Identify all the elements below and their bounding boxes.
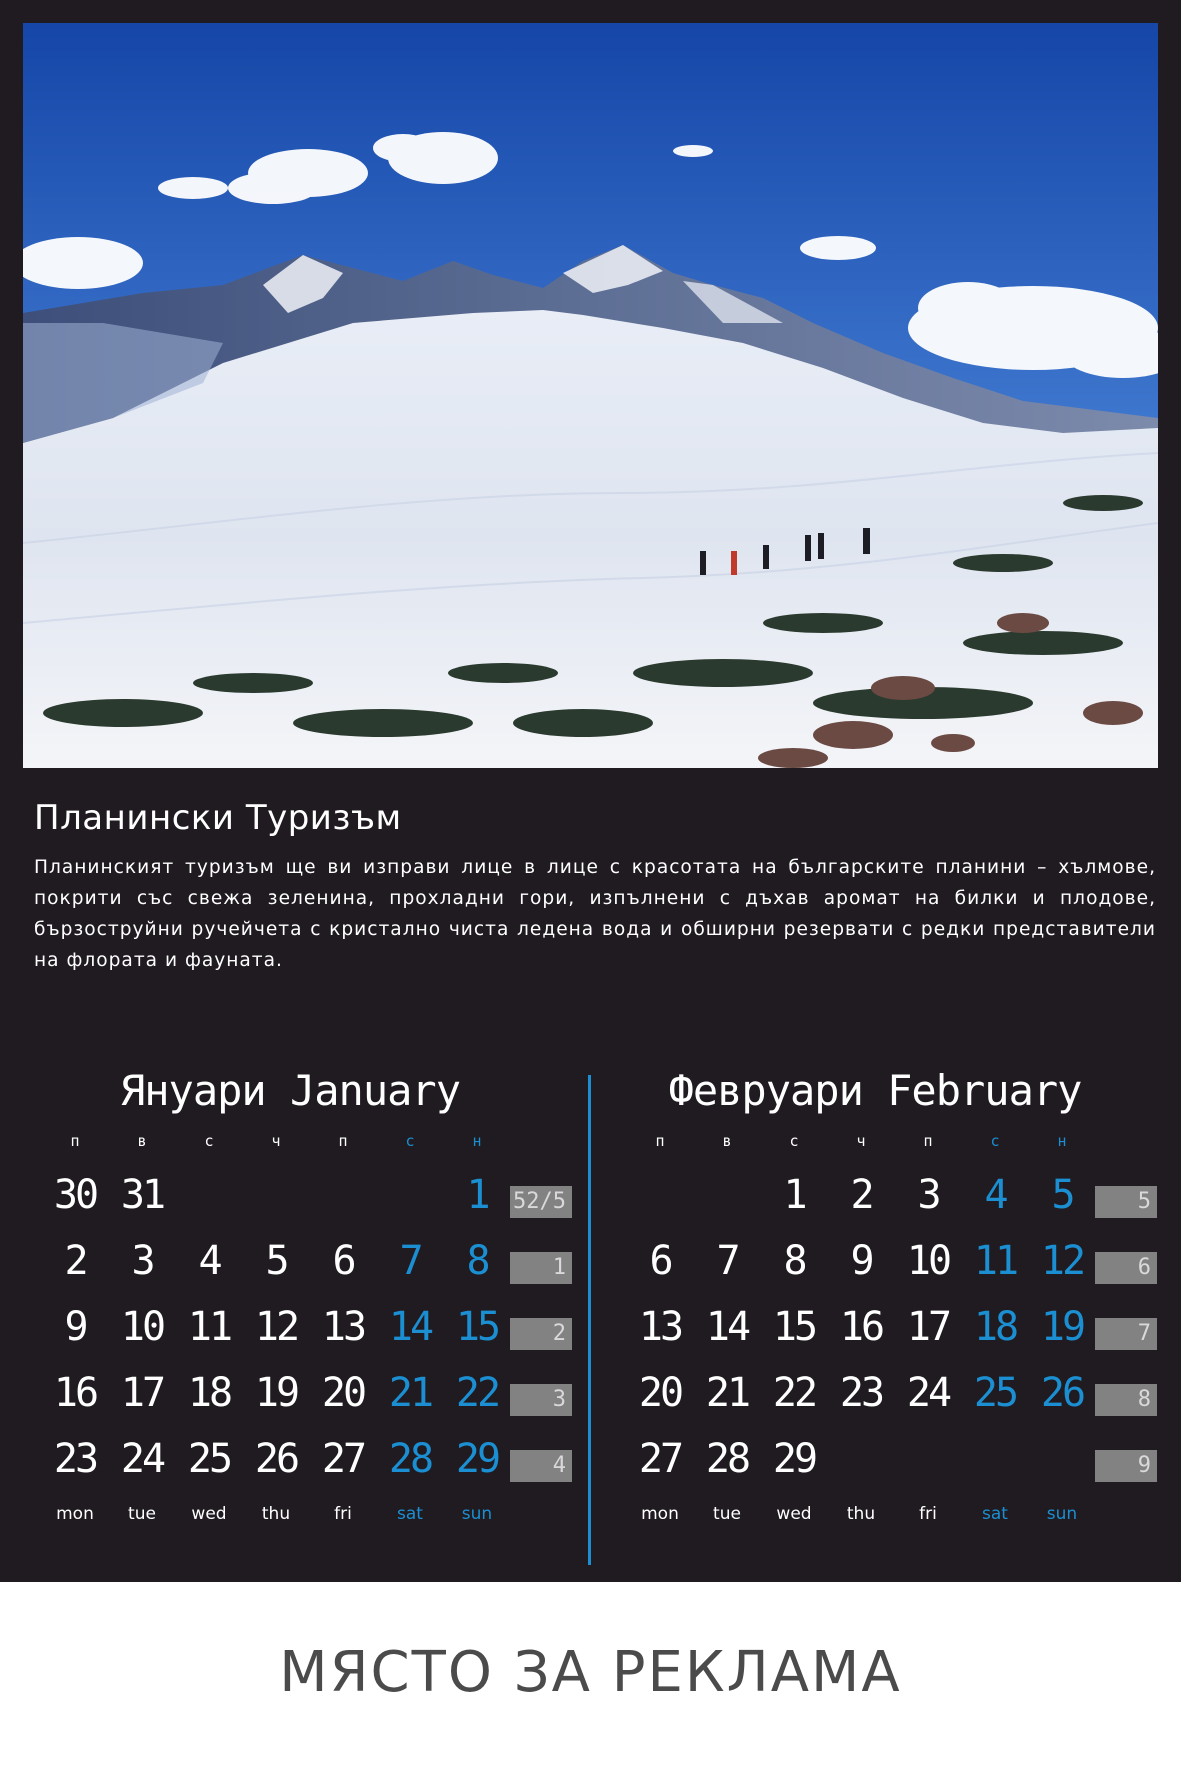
calendar-day: 12 (254, 1304, 298, 1350)
week-number: 7 (1095, 1318, 1157, 1350)
week-number: 1 (510, 1252, 572, 1284)
calendar-day: 14 (388, 1304, 432, 1350)
week-number: 8 (1095, 1384, 1157, 1416)
page-title: Планински Туризъм (34, 798, 402, 838)
calendar-day: 12 (1040, 1238, 1084, 1284)
mountain-photo (23, 23, 1158, 768)
description-text: Планинският туризъм ще ви изправи лице в лице с красотата на българските планини – хълмове, покрити със свежа зеленина, прохладни гори, изпълнени с дъхав аромат на билки и плодове, бързоструйни ручейчета с кристално чиста ледена вода и обширни резервати с редки представители на флората и фауната. (34, 857, 1156, 971)
calendar-day: 10 (906, 1238, 950, 1284)
weekday-header-bg: с (789, 1132, 799, 1150)
calendar-day: 10 (120, 1304, 164, 1350)
calendar-day: 1 (783, 1172, 805, 1218)
weekday-header-bg: н (1057, 1132, 1067, 1150)
calendar-day: 11 (187, 1304, 231, 1350)
month-title: Февруари February (668, 1066, 1082, 1115)
weekday-header-bg: в (722, 1132, 732, 1150)
calendar-day: 21 (705, 1370, 749, 1416)
calendar-day: 7 (399, 1238, 421, 1284)
weekday-header-en: thu (261, 1504, 291, 1524)
weekday-header-en: sat (982, 1504, 1008, 1524)
calendar-day: 31 (120, 1172, 164, 1218)
calendar-day: 15 (455, 1304, 499, 1350)
week-number: 52/5 (510, 1186, 572, 1218)
calendar-day: 24 (120, 1436, 164, 1482)
month-february (625, 1060, 1181, 1540)
week-number: 4 (510, 1450, 572, 1482)
calendar-day: 8 (466, 1238, 488, 1284)
calendar-day: 11 (973, 1238, 1017, 1284)
weekday-header-bg: п (923, 1132, 933, 1150)
calendar-day: 6 (332, 1238, 354, 1284)
calendar-day: 13 (321, 1304, 365, 1350)
calendar-day: 17 (120, 1370, 164, 1416)
calendar-day: 27 (638, 1436, 682, 1482)
weekday-header-bg: п (70, 1132, 80, 1150)
weekday-header-bg: ч (271, 1132, 281, 1150)
calendar-day: 26 (1040, 1370, 1084, 1416)
weekday-header-bg: с (990, 1132, 1000, 1150)
week-number: 9 (1095, 1450, 1157, 1482)
calendar-day: 17 (906, 1304, 950, 1350)
calendar-day: 28 (705, 1436, 749, 1482)
calendar-day: 22 (455, 1370, 499, 1416)
calendar-day: 13 (638, 1304, 682, 1350)
calendar-day: 18 (973, 1304, 1017, 1350)
week-number: 5 (1095, 1186, 1157, 1218)
calendar-day: 5 (1051, 1172, 1073, 1218)
weekday-header-en: tue (713, 1504, 741, 1524)
calendar-day: 21 (388, 1370, 432, 1416)
weekday-header-en: wed (776, 1504, 812, 1524)
month-title: Януари January (119, 1066, 460, 1115)
weekday-header-bg: с (204, 1132, 214, 1150)
calendar-day: 27 (321, 1436, 365, 1482)
weekday-header-en: tue (128, 1504, 156, 1524)
week-number: 3 (510, 1384, 572, 1416)
week-number: 2 (510, 1318, 572, 1350)
calendar-day: 29 (772, 1436, 816, 1482)
calendar-day: 5 (265, 1238, 287, 1284)
weekday-header-en: fri (919, 1504, 937, 1524)
weekday-header-bg: в (137, 1132, 147, 1150)
calendar-day: 20 (638, 1370, 682, 1416)
weekday-header-bg: п (338, 1132, 348, 1150)
calendar-day: 25 (187, 1436, 231, 1482)
calendar-day: 1 (466, 1172, 488, 1218)
calendar-day: 28 (388, 1436, 432, 1482)
calendar-day: 19 (254, 1370, 298, 1416)
weekday-header-en: wed (191, 1504, 227, 1524)
calendar-day: 18 (187, 1370, 231, 1416)
weekday-header-en: sat (397, 1504, 423, 1524)
calendar-day: 9 (64, 1304, 86, 1350)
weekday-header-en: mon (641, 1504, 679, 1524)
calendar-day: 20 (321, 1370, 365, 1416)
calendar-day: 6 (649, 1238, 671, 1284)
weekday-header-bg: п (655, 1132, 665, 1150)
calendar-day: 29 (455, 1436, 499, 1482)
calendar-day: 4 (984, 1172, 1006, 1218)
weekday-header-en: mon (56, 1504, 94, 1524)
calendar-day: 15 (772, 1304, 816, 1350)
calendar-day: 23 (839, 1370, 883, 1416)
calendar-day: 22 (772, 1370, 816, 1416)
calendar-day: 2 (64, 1238, 86, 1284)
calendar-day: 26 (254, 1436, 298, 1482)
calendar-day: 9 (850, 1238, 872, 1284)
weekday-header-en: thu (846, 1504, 876, 1524)
weekday-header-bg: н (472, 1132, 482, 1150)
advertisement-space: МЯСТО ЗА РЕКЛАМА (279, 1640, 902, 1705)
weekday-header-en: sun (461, 1504, 493, 1524)
calendar-day: 2 (850, 1172, 872, 1218)
weekday-header-en: fri (334, 1504, 352, 1524)
calendar-day: 24 (906, 1370, 950, 1416)
weekday-header-bg: ч (856, 1132, 866, 1150)
weekday-header-bg: с (405, 1132, 415, 1150)
calendar-day: 16 (839, 1304, 883, 1350)
calendar-day: 30 (53, 1172, 97, 1218)
weekday-header-en: sun (1046, 1504, 1078, 1524)
calendar-day: 19 (1040, 1304, 1084, 1350)
calendar-day: 4 (198, 1238, 220, 1284)
calendar-day: 7 (716, 1238, 738, 1284)
week-number: 6 (1095, 1252, 1157, 1284)
month-january (40, 1060, 600, 1540)
calendar-day: 23 (53, 1436, 97, 1482)
calendar-day: 3 (131, 1238, 153, 1284)
calendar-day: 16 (53, 1370, 97, 1416)
calendar-day: 25 (973, 1370, 1017, 1416)
calendar-day: 8 (783, 1238, 805, 1284)
calendar-day: 14 (705, 1304, 749, 1350)
calendar-day: 3 (917, 1172, 939, 1218)
